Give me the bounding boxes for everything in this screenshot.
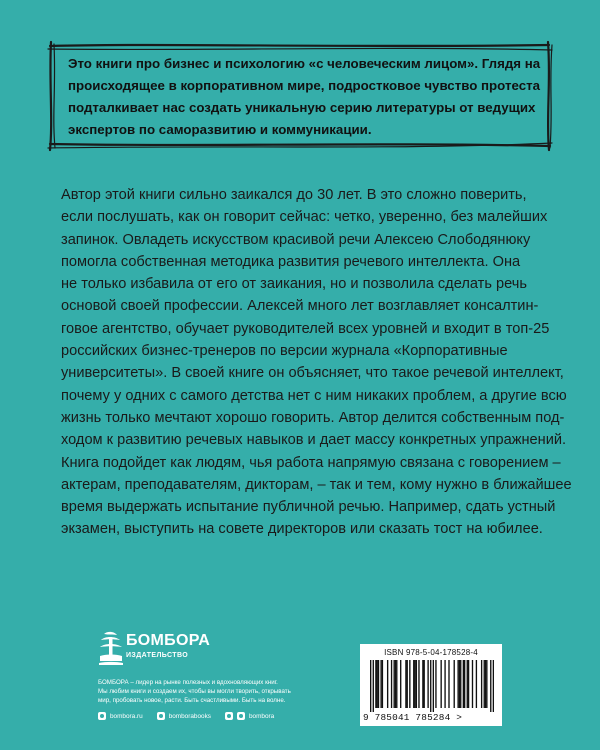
barcode-bar <box>472 660 473 708</box>
barcode-bar <box>395 660 396 708</box>
barcode-bar <box>490 660 491 712</box>
annotation-line: университеты». В своей книге он объясняет, что такое речевой интеллект, <box>61 365 564 382</box>
barcode-bar <box>370 660 371 712</box>
barcode-bar <box>464 660 465 708</box>
barcode-bar <box>463 660 464 708</box>
barcode-bar <box>393 660 394 708</box>
series-intro-text <box>68 53 541 141</box>
barcode-bar <box>457 660 458 708</box>
annotation-line: не только избавила от его от заикания, но и позволила сделать речь <box>61 276 527 293</box>
annotation-line: экзамен, выступить на совете директоров или сказать тост на юбилее. <box>61 521 543 538</box>
annotation-line: российских бизнес-тренеров по версии журнала «Корпоративные <box>61 343 508 360</box>
barcode-bar <box>427 660 428 708</box>
isbn-label: ISBN 978-5-04-178528-4 <box>384 648 478 657</box>
social-vk: bomborabooks <box>168 712 211 720</box>
barcode-bar <box>413 660 414 708</box>
barcode-bar <box>380 660 381 708</box>
publisher-socials <box>98 711 274 721</box>
social-instagram: bombora.ru <box>110 712 143 720</box>
annotation-line: основой своей профессии. Алексей много лет возглавляет консалтин- <box>61 298 539 315</box>
annotation-line: ходом к развитию речевых навыков и дает массу конкретных упражнений. <box>61 432 567 449</box>
publisher-logo <box>98 630 210 666</box>
series-intro-line: происходящее в корпоративном мире, подростковое чувство протеста <box>68 78 540 93</box>
barcode-bar <box>430 660 431 712</box>
barcode-bar <box>391 660 392 708</box>
barcode-image <box>370 660 494 712</box>
bombora-tree-icon <box>98 630 124 666</box>
barcode-bar <box>416 660 417 708</box>
publisher-description-line: Мы любим книги и создаем их, чтобы вы могли творить, открывать <box>98 688 291 695</box>
annotation-line: запинок. Овладеть искусством красивой речи Алексею Слободянюку <box>61 231 531 248</box>
instagram-icon <box>98 712 106 720</box>
barcode-bar <box>454 660 455 708</box>
barcode-bar <box>396 660 397 708</box>
annotation-line: если послушать, как он говорит сейчас: четко, уверенно, без малейших <box>61 209 548 226</box>
barcode-bar <box>468 660 469 708</box>
telegram-icon <box>237 712 245 720</box>
barcode-bar <box>382 660 383 708</box>
barcode-bar <box>378 660 379 708</box>
vk-icon <box>157 712 165 720</box>
barcode-bar <box>414 660 415 708</box>
barcode-bar <box>387 660 388 708</box>
barcode-bar <box>409 660 410 708</box>
barcode-bar <box>373 660 374 712</box>
barcode-bar <box>407 660 408 708</box>
publisher-description-line: мир, пробовать новое, расти. Быть счастливыми. Быть на волне. <box>98 697 286 704</box>
annotation-line: почему у одних с самого детства нет с ним никаких проблем, а другие всю <box>61 387 567 404</box>
barcode-bar <box>435 660 436 708</box>
series-intro-line: Это книги про бизнес и психологию «с человеческим лицом». Глядя на <box>68 56 541 71</box>
publisher-description-line: БОМБОРА – лидер на рынке полезных и вдохновляющих книг. <box>98 679 278 686</box>
barcode-bar <box>460 660 461 708</box>
annotation-line: Автор этой книги сильно заикался до 30 лет. В это сложно поверить, <box>61 187 527 203</box>
barcode-bar <box>476 660 477 708</box>
annotation-line: время выдержать испытание публичной речью. Например, сдать устный <box>61 499 556 516</box>
barcode-bar <box>405 660 406 708</box>
annotation-line: актерам, преподавателям, дикторам, – так и тем, кому нужно в ближайшее <box>61 476 572 493</box>
barcode-bar <box>444 660 445 708</box>
annotation-text <box>61 184 572 541</box>
publisher-name: БОМБОРА <box>126 632 211 649</box>
annotation-line: помогла собственная методика развития речевого интеллекта. Она <box>61 253 521 270</box>
youtube-icon <box>225 712 233 720</box>
barcode-bar <box>418 660 419 708</box>
barcode-bar <box>481 660 482 708</box>
barcode-box <box>360 644 502 726</box>
barcode-bar <box>375 660 376 708</box>
barcode-bar <box>440 660 441 708</box>
series-intro-line: экспертов по саморазвитию и коммуникации. <box>68 122 372 137</box>
barcode-bar <box>424 660 425 708</box>
social-telegram: bombora <box>248 712 275 720</box>
barcode-bar <box>377 660 378 708</box>
annotation-line: Книга подойдет как людям, чья работа напрямую связана с говорением – <box>61 454 561 471</box>
publisher-subtitle: ИЗДАТЕЛЬСТВО <box>126 652 189 659</box>
barcode-bar <box>448 660 449 708</box>
annotation-line: говое агентство, обучает руководителей всех уровней и входит в топ-25 <box>61 320 550 337</box>
barcode-number: 9 785041 785284 > <box>363 712 463 723</box>
barcode-bar <box>433 660 434 712</box>
publisher-description <box>98 678 358 705</box>
barcode-bar <box>422 660 423 708</box>
series-intro-line: подталкивает нас создать уникальную серию литературы от ведущих <box>68 100 536 115</box>
barcode-bar <box>459 660 460 708</box>
annotation-line: жизнь только мечтают хорошо говорить. Автор делится собственным под- <box>61 409 565 426</box>
barcode-bar <box>486 660 487 708</box>
series-intro-frame <box>46 40 554 152</box>
barcode-bar <box>485 660 486 708</box>
barcode-bar <box>400 660 401 708</box>
barcode-bar <box>467 660 468 708</box>
barcode-bar <box>484 660 485 708</box>
barcode-bar <box>493 660 494 712</box>
